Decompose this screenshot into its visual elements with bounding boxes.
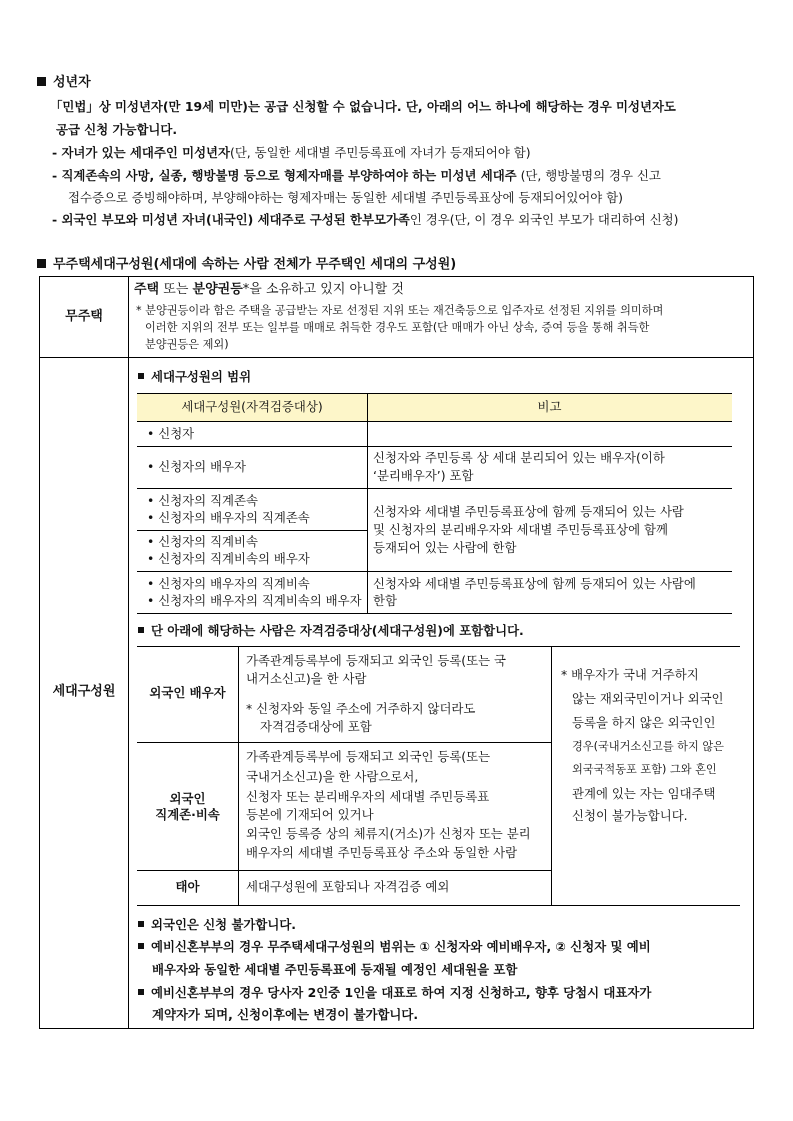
foreign-spouse-text-1: 가족관계등록부에 등재되고 외국인 등록(또는 국: [246, 653, 506, 668]
bullet-prenewlywed-rep-2: 계약자가 되며, 신청이후에는 변경이 불가합니다.: [152, 1007, 419, 1022]
square-bullet-icon: [138, 943, 144, 949]
foreign-lineal-text-3: 신청자 또는 분리배우자의 세대별 주민등록표: [246, 789, 490, 804]
adult-intro-line2: 공급 신청 가능합니다.: [56, 122, 178, 137]
scope-row-descendant-1: • 신청자의 직계비속: [147, 534, 258, 549]
include-note-6: 관계에 있는 자는 임대주택: [572, 786, 716, 801]
adult-item-2-cont: 접수증으로 증빙해야하며, 부양해야하는 형제자매는 동일한 세대별 주민등록표상에 등재되어있어야 함): [68, 190, 623, 205]
include-note-2: 않는 재외국민이거나 외국인: [572, 691, 724, 706]
include-note-1: * 배우자가 국내 거주하지: [561, 667, 699, 682]
foreign-lineal-text-4: 등본에 기재되어 있거나: [246, 807, 374, 822]
square-bullet-icon: [138, 627, 144, 633]
row-label-household-member: 세대구성원: [52, 684, 116, 699]
include-label-foreign-lineal-1: 외국인: [169, 791, 206, 806]
scope-row-spouse-descendant-remark-1: 신청자와 세대별 주민등록표상에 함께 등재되어 있는 사람에: [373, 576, 696, 591]
bullet-prenewlywed-scope-2: 배우자와 동일한 세대별 주민등록표에 등재될 예정인 세대원을 포함: [152, 962, 518, 977]
square-bullet-icon: [37, 259, 46, 268]
scope-row-descendant-2: • 신청자의 직계비속의 배우자: [147, 551, 310, 566]
adult-intro-line1: 「민법」상 미성년자(만 19세 미만)는 공급 신청할 수 없습니다. 단, 아래의 어느 하나에 해당하는 경우 미성년자도: [50, 99, 676, 114]
scope-row-spouse-descendant-1: • 신청자의 배우자의 직계비속: [147, 576, 310, 591]
bullet-prenewlywed-rep-1: 예비신혼부부의 경우 당사자 2인중 1인을 대표로 하여 지정 신청하고, 향후 당첨시 대표자가: [138, 984, 651, 1002]
scope-row-spouse-remark-1: 신청자와 주민등록 상 세대 분리되어 있는 배우자(이하: [373, 450, 665, 465]
scope-row-ascendant-2: • 신청자의 배우자의 직계존속: [147, 510, 310, 525]
include-note-5: 외국국적동포 포함) 그와 혼인: [572, 763, 717, 776]
bullet-foreigner: 외국인은 신청 불가합니다.: [138, 916, 296, 934]
scope-row-ascendant-1: • 신청자의 직계존속: [147, 493, 258, 508]
foreign-spouse-text-4: 자격검증대상에 포함: [260, 719, 372, 734]
section-heading-household: 무주택세대구성원(세대에 속하는 사람 전체가 무주택인 세대의 구성원): [37, 256, 456, 275]
row-divider: [39, 357, 754, 358]
adult-item-1: - 자녀가 있는 세대주인 미성년자(단, 동일한 세대별 주민등록표에 자녀가 등재되어야 함): [52, 145, 531, 160]
include-note-4: 경우(국내거소신고를 하지 않은: [572, 740, 724, 753]
adult-item-2: - 직계존속의 사망, 실종, 행방불명 등으로 형제자매를 부양하여야 하는 미성년 세대주 (단, 행방불명의 경우 신고: [52, 168, 661, 183]
scope-row-spouse-descendant-remark-2: 한함: [373, 593, 397, 608]
square-bullet-icon: [37, 77, 46, 86]
scope-row-ascdesc-remark-1: 신청자와 세대별 주민등록표상에 함께 등재되어 있는 사람: [373, 504, 684, 519]
square-bullet-icon: [138, 373, 144, 379]
scope-row-spouse-remark-2: ‘분리배우자’) 포함: [373, 468, 474, 483]
square-bullet-icon: [138, 989, 144, 995]
no-house-note-line3: 분양권등은 제외): [145, 338, 229, 351]
section-heading-adult: 성년자: [37, 74, 91, 93]
include-title: 단 아래에 해당하는 사람은 자격검증대상(세대구성원)에 포함합니다.: [138, 622, 524, 640]
scope-row-ascdesc-remark-3: 등재되어 있는 사람에 한함: [373, 540, 517, 555]
foreign-spouse-text-2: 내거소신고)을 한 사람: [246, 671, 367, 686]
fetus-text: 세대구성원에 포함되나 자격검증 예외: [246, 879, 450, 894]
foreign-spouse-text-3: * 신청자와 동일 주소에 거주하지 않더라도: [246, 701, 476, 716]
scope-row-spouse: • 신청자의 배우자: [147, 459, 246, 474]
foreign-lineal-text-1: 가족관계등록부에 등재되고 외국인 등록(또는: [246, 749, 491, 764]
scope-row-applicant: • 신청자: [147, 426, 195, 441]
include-note-7: 신청이 불가능합니다.: [572, 808, 688, 823]
foreign-lineal-text-6: 배우자의 세대별 주민등록표상 주소와 동일한 사람: [246, 845, 518, 860]
include-label-fetus: 태아: [175, 879, 200, 894]
no-house-note-line2: 이러한 지위의 전부 또는 일부를 매매로 취득한 경우도 포함(단 매매가 아닌 상속, 증여 등을 통해 취득한: [145, 321, 650, 334]
include-note-3: 등록을 하지 않은 외국인인: [572, 715, 716, 730]
foreign-lineal-text-5: 외국인 등록증 상의 체류지(거소)가 신청자 또는 분리: [246, 826, 531, 841]
scope-title: 세대구성원의 범위: [138, 368, 251, 386]
scope-row-spouse-descendant-2: • 신청자의 배우자의 직계비속의 배우자: [147, 593, 362, 608]
square-bullet-icon: [138, 921, 144, 927]
no-house-condition: 주택 또는 분양권등*을 소유하고 있지 아니할 것: [134, 282, 404, 297]
bullet-prenewlywed-scope-1: 예비신혼부부의 경우 무주택세대구성원의 범위는 ① 신청자와 예비배우자, ② 신청자 및 예비: [138, 938, 651, 956]
adult-item-3: - 외국인 부모와 미성년 자녀(내국인) 세대주로 구성된 한부모가족인 경우(단, 이 경우 외국인 부모가 대리하여 신청): [52, 212, 679, 227]
scope-header-remark: 비고: [537, 399, 562, 414]
include-label-foreign-spouse: 외국인 배우자: [149, 685, 226, 700]
label-column-divider: [128, 276, 129, 1029]
no-house-note-line1: * 분양권등이라 함은 주택을 공급받는 자로 선정된 지위 또는 재건축등으로 입주자로 선정된 지위를 의미하며: [136, 304, 664, 317]
scope-header-member: 세대구성원(자격검증대상): [181, 399, 323, 414]
include-label-foreign-lineal-2: 직계존·비속: [155, 807, 220, 822]
row-label-no-house: 무주택: [65, 309, 103, 324]
scope-row-ascdesc-remark-2: 및 신청자의 분리배우자와 세대별 주민등록표상에 함께: [373, 522, 668, 537]
foreign-lineal-text-2: 국내거소신고)을 한 사람으로서,: [246, 769, 419, 784]
